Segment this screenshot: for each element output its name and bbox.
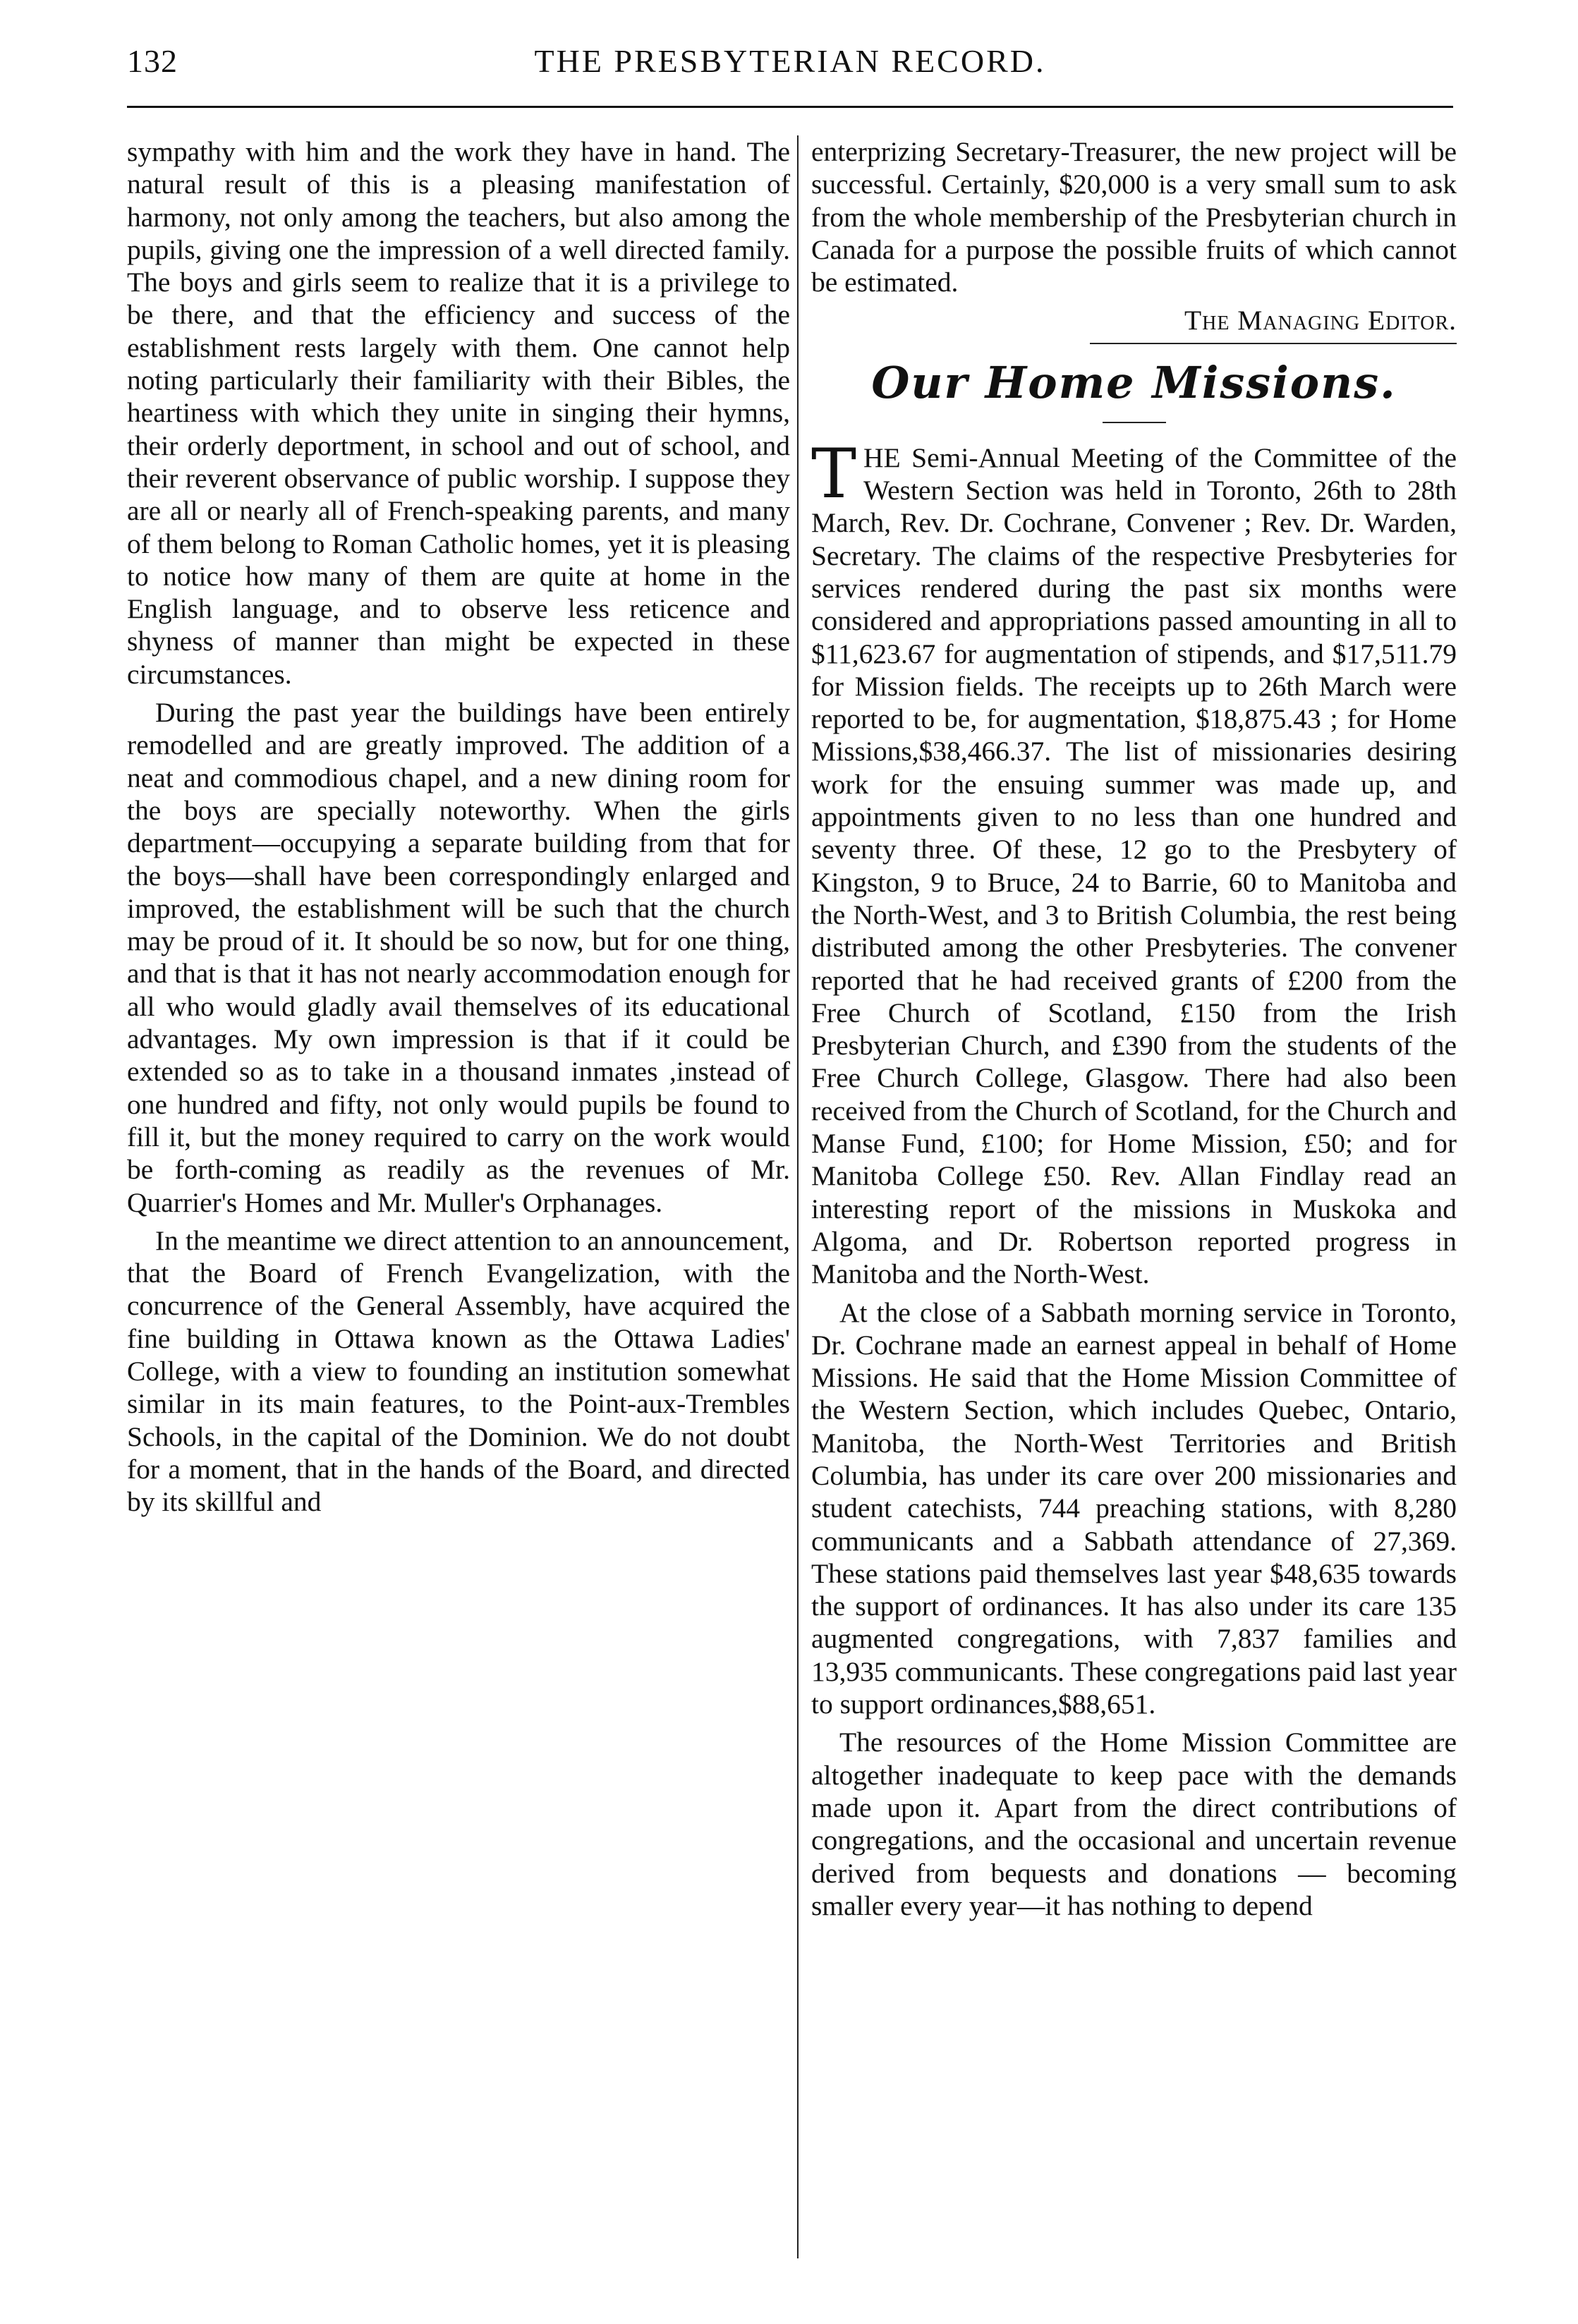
right-column	[811, 135, 1457, 1928]
paragraph-text: HE Semi-Annual Meeting of the Committee of the Western Section was held in Toronto, 26th to 28th March, Rev. Dr. Cochrane, Convener ; Rev. Dr. Warden, Secretary. The claims of the respective Presbyteries for services rendered during the past six months were considered and appropriations passed amounting in all to $11,623.67 for augmentation of stipends, and $17,511.79 for Mission fields. The receipts up to 26th March were reported to be, for augmentation, $18,875.43 ; for Home Missions,$38,466.37. The list of missionaries desiring work for the ensuing summer was made up, and appointments given to no less than one hundred and seventy three. Of these, 12 go to the Presbytery of Kingston, 9 to Bruce, 24 to Barrie, 60 to Manitoba and the North-West, and 3 to British Columbia, the rest being distributed among the other Presbyteries. The convener reported that he had received grants of £200 from the Free Church of Scotland, £150 from the Irish Presbyterian Church, and £390 from the students of the Free Church College, Glasgow. There had also been received from the Church of Scotland, for the Church and Manse Fund, £100; for Home Mission, £50; and for Manitoba College £50. Rev. Allan Findlay read an interesting report of the missions in Muskoka and Algoma, and Dr. Robertson reported progress in Manitoba and the North-West.	[811, 442, 1457, 1290]
paragraph	[811, 434, 1457, 1291]
paragraph: sympathy with him and the work they have in hand. The natural result of this is a pleasing manifestation of harmony, not only among the teachers, but also among the pupils, giving one the impression of a well directed family. The boys and girls seem to realize that it is a privilege to be there, and that the efficiency and success of the establishment rests largely with them. One cannot help noting particularly their familiarity with their Bibles, the heartiness with which they unite in singing their hymns, their orderly deportment, in school and out of school, and their reverent observance of public worship. I suppose they are all or nearly all of French-speaking parents, and many of them belong to Roman Catholic homes, yet it is pleasing to notice how many of them are quite at home in the English language, and to observe less reticence and shyness of manner than might be expected in these circumstances.	[127, 136, 790, 690]
page-number: 132	[127, 43, 178, 79]
section-title: Our Home Missions.	[871, 356, 1397, 408]
continuation-paragraph: enterprizing Secretary-Treasurer, the new project will be successful. Certainly, $20,000 is a very small sum to ask from the whole membership of the Presbyterian church in Canada for a purpose the possible fruits of which cannot be estimated.	[811, 136, 1457, 298]
column-divider	[797, 135, 799, 2258]
paragraph: During the past year the buildings have been entirely remodelled and are greatly improved. The addition of a neat and commodious chapel, and a new dining room for the boys are specially noteworthy. When the girls department—occupying a separate building from that for the boys—shall have been correspondingly enlarged and improved, the establishment will be such that the church may be proud of it. It should be so now, but for one thing, and that is that it has not nearly accommodation enough for all who would gladly avail themselves of its educational advantages. My own impression is that if it could be extended so as to take in a thousand inmates ,instead of one hundred and fifty, not only would pupils be found to fill it, but the money required to carry on the work would be forth-coming as readily as the revenues of Mr. Quarrier's Homes and Mr. Muller's Orphanages.	[127, 697, 790, 1218]
running-title: THE PRESBYTERIAN RECORD.	[534, 43, 1046, 79]
left-column	[127, 135, 790, 1523]
title-rule	[1103, 422, 1166, 423]
paragraph: In the meantime we direct attention to an announcement, that the Board of French Evangelization, with the concurrence of the General Assembly, have acquired the fine building in Ottawa known as the Ottawa Ladies' College, with a view to founding an institution somewhat similar in its main features, to the Point-aux-Trembles Schools, in the capital of the Dominion. We do not doubt for a moment, that in the hands of the Board, and directed by its skillful and	[127, 1224, 790, 1518]
header-rule	[127, 106, 1453, 108]
paragraph: At the close of a Sabbath morning service in Toronto, Dr. Cochrane made an earnest appeal in behalf of Home Missions. He said that the Home Mission Committee of the Western Section, which includes Quebec, Ontario, Manitoba, the North-West Territories and British Columbia, has under its care over 200 missionaries and student catechists, 744 preaching stations, with 8,280 communicants and a Sabbath attendance of 27,369. These stations paid themselves last year $48,635 towards the support of ordinances. It has also under its care 135 augmented congregations, with 7,837 families and 13,935 communicants. These congregations paid last year to support ordinances,$88,651.	[811, 1296, 1457, 1720]
page-header	[127, 42, 1453, 92]
signature: The Managing Editor.	[1184, 305, 1457, 336]
signature-rule	[1090, 343, 1457, 344]
paragraph: The resources of the Home Mission Committee are altogether inadequate to keep pace with the demands made upon it. Apart from the direct contributions of congregations, and the occasional and uncertain revenue derived from bequests and donations — becoming smaller every year—it has nothing to depend	[811, 1727, 1457, 1921]
drop-cap: T	[811, 434, 857, 513]
